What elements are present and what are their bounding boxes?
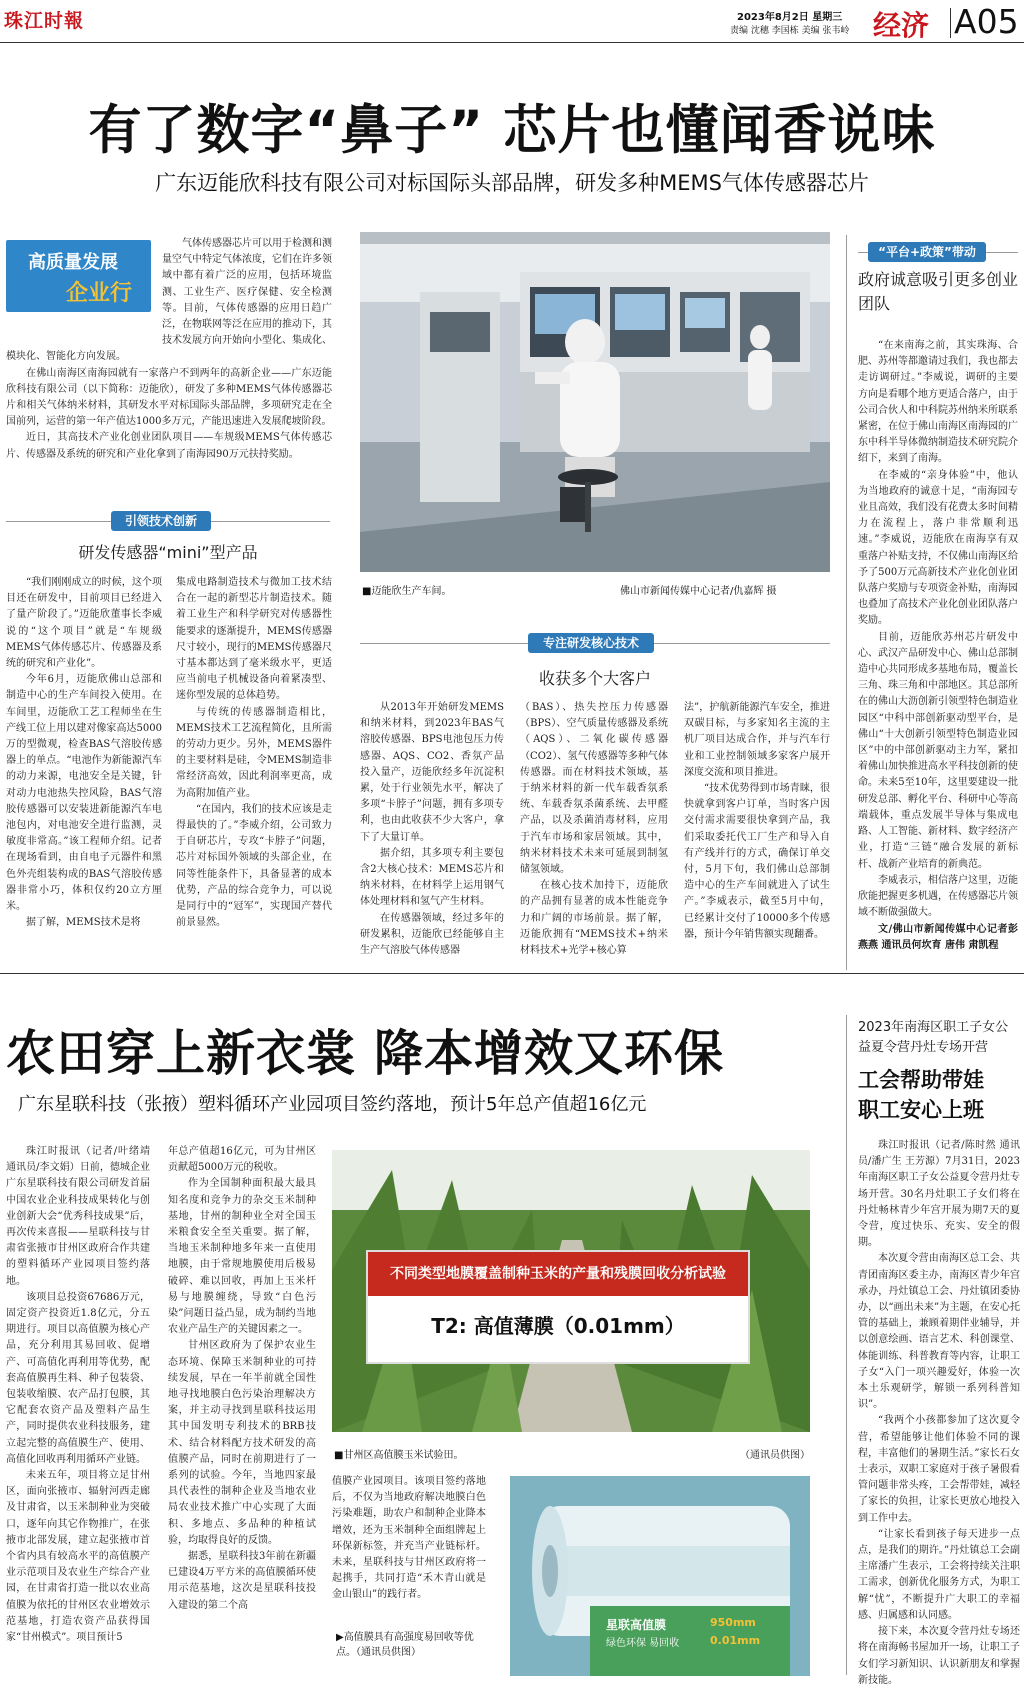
page-number: A05 (954, 2, 1019, 41)
article-paragraph: 甘州区政府为了保护农业生态环境、保障玉米制种业的可持续发展，早在一年半前就全国性地寻找地膜白色污染治理解决方案，并主动寻找到星联科技运用其中国发明专利技术的BRB技术、结合材料配方技术研发的高值膜产品，同时在前期进行了一系列的试验。今年，当地四家最具代表性的制种企业及当地农业局农业技术推广中心实现了大面积、多地点、多品种的种植试验，均取得良好的反馈。 (168, 1340, 316, 1546)
section1-title: 研发传感器“mini”型产品 (78, 543, 258, 562)
article-paragraph: “在国内，我们的技术应该是走得最快的了。”李威介绍，公司致力于自研芯片，专攻“卡脖子”问题，芯片对标国外领域的头部企业，在同等性能条件下，具备显著的成本优势，产品的综合竞争力，可以说是同行中的“冠军”，实现国产替代前景显然。 (176, 803, 332, 929)
factory-photo (360, 232, 830, 572)
article-paragraph: 该项目总投资67686万元，固定资产投资近1.8亿元，分五期进行。项目以高值膜为核心产品，充分利用其易回收、促增产、可高值化再利用等优势，配套高值膜再生料、种子包装袋、包装收缩膜、农产品打包膜，其它配套农资产品及塑料产品生产，同时提供农业科技服务，建立起完整的高值膜生产、使用、高值化回收再利用循环产业链。 (6, 1291, 150, 1465)
story1-lead (6, 236, 332, 500)
factory-photo-illustration (360, 232, 830, 572)
sidebar-body (858, 338, 1018, 938)
story3-headline-line1: 工会帮助带娃 (858, 1068, 984, 1092)
section2-title: 收获多个大客户 (538, 669, 651, 688)
article-paragraph: 接下来，本次夏令营丹灶专场还将在南海畅书屋加开一场，让职工子女们学习新知识、认识新朋友和掌握新技能。 (858, 1626, 1020, 1686)
section2-col3 (684, 700, 830, 960)
corn-field-photo (332, 1150, 810, 1432)
sign-label: T2: 高值薄膜（0.01mm） (431, 1314, 685, 1338)
article-paragraph: 在李威的“亲身体验”中，他认为当地政府的诚意十足，“南海园专业且高效，我们没有花费太多时间精力在流程上，落户非常顺利迅速。”李威说，迈能欣在南海享有双重落户补贴支持，不仅佛山南海区给予了500万元高新技术产业化创业团队落户奖励与专项资金补贴，南海园也叠加了高技术产业化创业团队落户奖励。 (858, 469, 1018, 627)
article-paragraph: “技术优势得到市场青睐，很快就拿到客户订单，当时客户因交付需求需要很快拿到产品，我们采取委托代工厂生产和导入自有产线并行的方式，确保订单交付，5月下旬，我们佛山总部制造中心的生产车间就进入了试生产。”李威表示，截至5月中旬，已经累计交付了10000多个传感器，预计今年销售额实现翻番。 (684, 783, 830, 940)
sidebar-tag: “平台+政策”带动 (868, 242, 986, 262)
sidebar-byline: 文/佛山市新闻传媒中心记者彭燕燕 通讯员何坎育 唐伟 肃凯程 (858, 924, 1018, 952)
section2-col2 (520, 700, 668, 960)
sidebar-title: 政府诚意吸引更多创业团队 (858, 270, 1019, 313)
article-paragraph: “我们刚刚成立的时候，这个项目还在研发中，目前项目已经进入了量产阶段了。”迈能欣董事长李威说的“这个项目”就是“车规级MEMS气体传感芯片、传感器及系统的研究和产业化”。 (6, 577, 162, 670)
field-photo-credit: （通讯员供图） (740, 1450, 810, 1461)
section1-tag: 引领技术创新 (111, 511, 211, 531)
article-paragraph: 法”，护航新能源汽车安全，推进双碳目标，与多家知名主流的主机厂项目达成合作，并与汽车行业和工业控制领域多家客户展开深度交流和项目推进。 (684, 702, 830, 778)
article-paragraph: 珠江时报讯（记者/陈时然 通讯员/潘广生 王芳源）7月31日，2023年南海区职工子女公益夏令营丹灶专场开营。30名丹灶职工子女们将在丹灶畅林青少年宫开展为期7天的夏令营，度过快乐、充实、安全的假期。 (858, 1140, 1020, 1249)
article-paragraph: “我两个小孩都参加了这次夏令营，希望能够让他们体验不同的课程，丰富他们的暑期生活。”家长石女士表示，双职工家庭对于孩子暑假看管问题非常头疼，工会帮带娃，减轻了家长的负担，让家长更放心地投入到工作中去。 (858, 1415, 1020, 1524)
article-paragraph: 集成电路制造技术与微加工技术结合在一起的新型芯片制造技术。随着工业生产和科学研究对传感器性能要求的逐渐提升，MEMS传感器尺寸较小，现行的MEMS传感器尺寸基本都达到了毫米级水平，更适应当前电子机械设备向着紧凑型、迷你型发展的总体趋势。 (176, 577, 332, 702)
story-separator (0, 973, 1024, 974)
story2-col3 (332, 1474, 486, 1614)
story3-headline-line2: 职工安心上班 (858, 1098, 984, 1122)
story3-body (858, 1138, 1020, 1686)
article-paragraph: （BAS）、热失控压力传感器（BPS）、空气质量传感器及系统（AQS）、二氧化碳传感器（CO2）、氢气传感器等多种气体传感器。而在材料技术领域，基于纳米材料的新一代车载香氛系统、车载香氛杀菌系统、去甲醛产品，以及杀菌消毒材料，应用于汽车市场和家居领域。其中，纳米材料技术未来可延展到制氢储氢领域。 (520, 702, 668, 876)
story2-headline: 农田穿上新衣裳 降本增效又环保 (6, 1025, 725, 1082)
series-logo-line1: 高质量发展 (28, 252, 118, 273)
article-paragraph: 目前，迈能欣苏州芯片研发中心、武汉产品研发中心、佛山总部制造中心共同形成多基地布局，覆盖长三角、珠三角和中部地区。其总部所在的佛山大沥创新引领型特色制造业园区“中科中部创新驱动型平台，是佛山“十大创新引领型特色制造业园区”中的中部创新驱动主力军，紧扣着佛山加快推进高水平科技创新的使命。未来5至10年，这里要建设一批研发总部、孵化平台、科研中心等高端载体，重点发展半导体与集成电路、人工智能、新材料、数字经济产业，打造“三链”融合发展的新标杆、战新产业培育的新典范。 (858, 631, 1018, 870)
section2-col1 (360, 700, 504, 960)
photo-caption: ■迈能欣生产车间。 (362, 586, 452, 597)
section2-tag: 专注研发核心技术 (528, 633, 654, 653)
logo-float-spacer (6, 236, 162, 348)
story1-headline: 有了数字“鼻子” 芯片也懂闻香说味 (88, 100, 936, 161)
article-paragraph: 作为全国制种面积最大最具知名度和竞争力的杂交玉米制种基地，甘州的制种业全对全国玉米粮食安全至关重要。据了解，当地玉米制种地多年来一直使用地膜，由于常规地膜使用后极易破碎、难以回收，再加上玉米杆易与地膜缠绕，导致“白色污染”问题日益凸显，成为制约当地农业产品生产的关键因素之一。 (168, 1178, 316, 1336)
article-paragraph: 未来五年，项目将立足甘州区，面向张掖市、辐射河西走廊及甘肃省，以玉米制种业为突破口，逐年向其它作物推广，在张掖市北部发展，建立起张掖市首个省内具有较高水平的高值膜产业示范项目及农业生产综合产业园，在甘肃省打造一批以农业高值膜为依托的甘州区农业增效示范基地，打造农资产品获得国家“甘州模式”。项目预计5 (6, 1470, 150, 1644)
staff-line: 责编 沈穗 李国栋 美编 张韦岭 (730, 26, 850, 36)
product-box-brand: 星联高值膜 (606, 1618, 667, 1632)
product-box-slogan: 绿色环保 易回收 (606, 1638, 680, 1649)
article-paragraph: 据介绍，其多项专利主要包含2大核心技术：MEMS芯片和纳米材料，在材料学上运用钢气体处理材料和氢气产生材料。 (360, 847, 504, 908)
article-paragraph: 值膜产业园项目。该项目签约落地后，不仅为当地政府解决地膜白色污染难题，助农户和制种企业降本增效，还为玉米制种全面组牌起上环保新标签，并充当产业链标杆。未来，星联科技与甘州区政府将一起携手，共同打造“禾木青山就是金山银山”的践行者。 (332, 1476, 486, 1601)
photo-credit: 佛山市新闻传媒中心记者/仇嘉辉 摄 (620, 586, 777, 597)
date-line: 2023年8月2日 星期三 (737, 12, 843, 23)
column-rule (846, 1015, 847, 1675)
article-paragraph: 本次夏令营由南海区总工会、共青团南海区委主办，南海区青少年宫承办，丹灶镇总工会、丹灶镇团委协办，以“画出未来”为主题，在安心托管的基础上，兼顾着期伴业辅导，并以创意绘画、语言艺术、科创课堂、体能训练、科普教育等内容，让职工子女“入门一项兴趣爱好，体验一次本土乐观研学，解锁一系列科普知识”。 (858, 1253, 1020, 1411)
article-paragraph: 今年6月，迈能欣佛山总部和制造中心的生产车间投入使用。在车间里，迈能欣工艺工程师坐在生产线工位上用以建对像家高达5000万的型微观，检查BAS气溶胶传感器上的单点。“电池作为新能源汽车的动力来源，电池安全是关键，针对动力电池热失控风险，BAS气溶胶传感器可以安装进新能源汽车电池包内，对电池安全进行监测，灵敏度非常高。”该工程师介绍。记者在现场看到，由自电子元器件和黑色外壳组装构成的BAS气溶胶传感器非常小巧，体积仅约20立方厘米。 (6, 674, 162, 913)
product-box-width: 950mm (710, 1616, 756, 1629)
section1-col2 (176, 575, 332, 960)
masthead-rule (0, 42, 1024, 43)
story3-kicker: 2023年南海区职工子女公益夏令营丹灶专场开营 (858, 1020, 1009, 1055)
article-paragraph: 珠江时报讯（记者/叶绪靖 通讯员/李文娟）日前，德城企业广东星联科技有限公司研发首届中国农业企业科技成果转化与创业创新大会“优秀科技成果”后，再次传来喜报——星联科技与甘肃省张掖市甘州区政府合作共建的塑料循环产业园项目签约落地。 (6, 1146, 150, 1287)
product-box-thickness: 0.01mm (710, 1634, 761, 1647)
series-logo-line2: 企业行 (66, 281, 133, 306)
field-photo-caption: ■甘州区高值膜玉米试验田。 (334, 1450, 464, 1461)
lead-paragraph: 近日，其高技术产业化创业团队项目——车规级MEMS气体传感芯片、传感器及系统的研究和产业化拿到了南海园90万元扶持奖励。 (6, 432, 332, 460)
article-paragraph: “在来南海之前，其实珠海、合肥、苏州等都邀请过我们，我也都去走访调研过。”李威说，调研的主要方向是看哪个地方更适合落户，由于公司合伙人和中科院苏州纳米所联系紧密，在位于佛山南海区南海园的广东中科半导体微纳制造技术研究院介绍下，来到了南海。 (858, 340, 1018, 465)
section1-col1 (6, 575, 162, 960)
story2-col2 (168, 1144, 316, 1674)
article-paragraph: 在核心技术加持下，迈能欣的产品拥有显著的成本性能竞争力和广阔的市场前景。据了解，迈能欣拥有“MEMS技术+纳米材料技术+光学+核心算 (520, 880, 668, 957)
article-paragraph: 年总产值超16亿元，可为甘州区贡献超5000万元的税收。 (168, 1146, 316, 1174)
article-paragraph: 从2013年开始研发MEMS和纳米材料，到2023年BAS气溶胶传感器、BPS电池包压力传感器、AQS、CO2、香氛产品投入量产，迈能欣经多年沉淀积累，处于行业领先水平，解决了多项“卡脖子”问题，拥有多项专利，也由此收获不少大客户，拿下了大量订单。 (360, 702, 504, 843)
article-paragraph: “让家长看到孩子每天进步一点点，是我们的期许。”丹灶镇总工会副主席潘广生表示，工会将持续关注职工需求，创新优化服务方式，为职工解“忧”，不断提升广大职工的幸福感、归属感和认同感。 (858, 1528, 1020, 1621)
masthead-divider (950, 8, 951, 38)
sign-title: 不同类型地膜覆盖制种玉米的产量和残膜回收分析试验 (368, 1252, 748, 1296)
column-rule (846, 235, 847, 970)
article-paragraph: 李威表示，相信落户这里，迈能欣能把握更多机遇，在传感器芯片领域不断做强做大。 (858, 874, 1018, 919)
article-paragraph: 据了解，MEMS技术是将 (26, 917, 141, 929)
product-photo (510, 1476, 810, 1676)
lead-paragraph: 在佛山南海区南海园就有一家落户不到两年的高新企业——广东迈能欣科技有限公司（以下简称：迈能欣），研发了多种MEMS气体传感器芯片和相关气体纳米材料，其研发水平对标国际头部品牌，多项研究走在全国前列，运营的第一年产值达1000多万元，产能迅速进入发展爬坡阶段。 (6, 367, 332, 428)
article-paragraph: 在传感器领域，经过多年的研发累积，迈能欣已经能够自主生产气溶胶气体传感器 (360, 912, 504, 957)
article-paragraph: 据悉，星联科技3年前在新疆已建设4万平方米的高值膜循环使用示范基地，这次是星联科技投入建设的第二个高 (168, 1551, 316, 1611)
article-paragraph: 与传统的传感器制造相比，MEMS技术工艺流程简化，且所需的劳动力更少。另外，MEMS器件的主要材料是硅，令MEMS制造非常经济高效，因此利润率更高，成为高附加值产业。 (176, 706, 332, 799)
story1-subhead: 广东迈能欣科技有限公司对标国际头部品牌，研发多种MEMS气体传感器芯片 (155, 171, 869, 195)
paper-name: 珠江时報 (4, 10, 85, 32)
field-sign (366, 1250, 750, 1364)
lead-paragraph: 气体传感器芯片可以用于检测和测量空气中特定气体浓度，它们在许多领域中都有着广泛的应用，包括环境监测、工业生产、医疗保健、安全检测等。目前，气体传感器的应用日趋广泛，在物联网等泛在应用的推动下，其技术发展方向开始向小型化、集成化、模块化、智能化方向发展。 (6, 238, 332, 363)
story2-subhead: 广东星联科技（张掖）塑料循环产业园项目签约落地，预计5年总产值超16亿元 (18, 1094, 647, 1115)
product-caption: ▶高值膜具有高强度易回收等优点。（通讯员供图） (336, 1632, 474, 1658)
section-name: 经济 (873, 9, 930, 42)
story2-col1 (6, 1144, 150, 1674)
